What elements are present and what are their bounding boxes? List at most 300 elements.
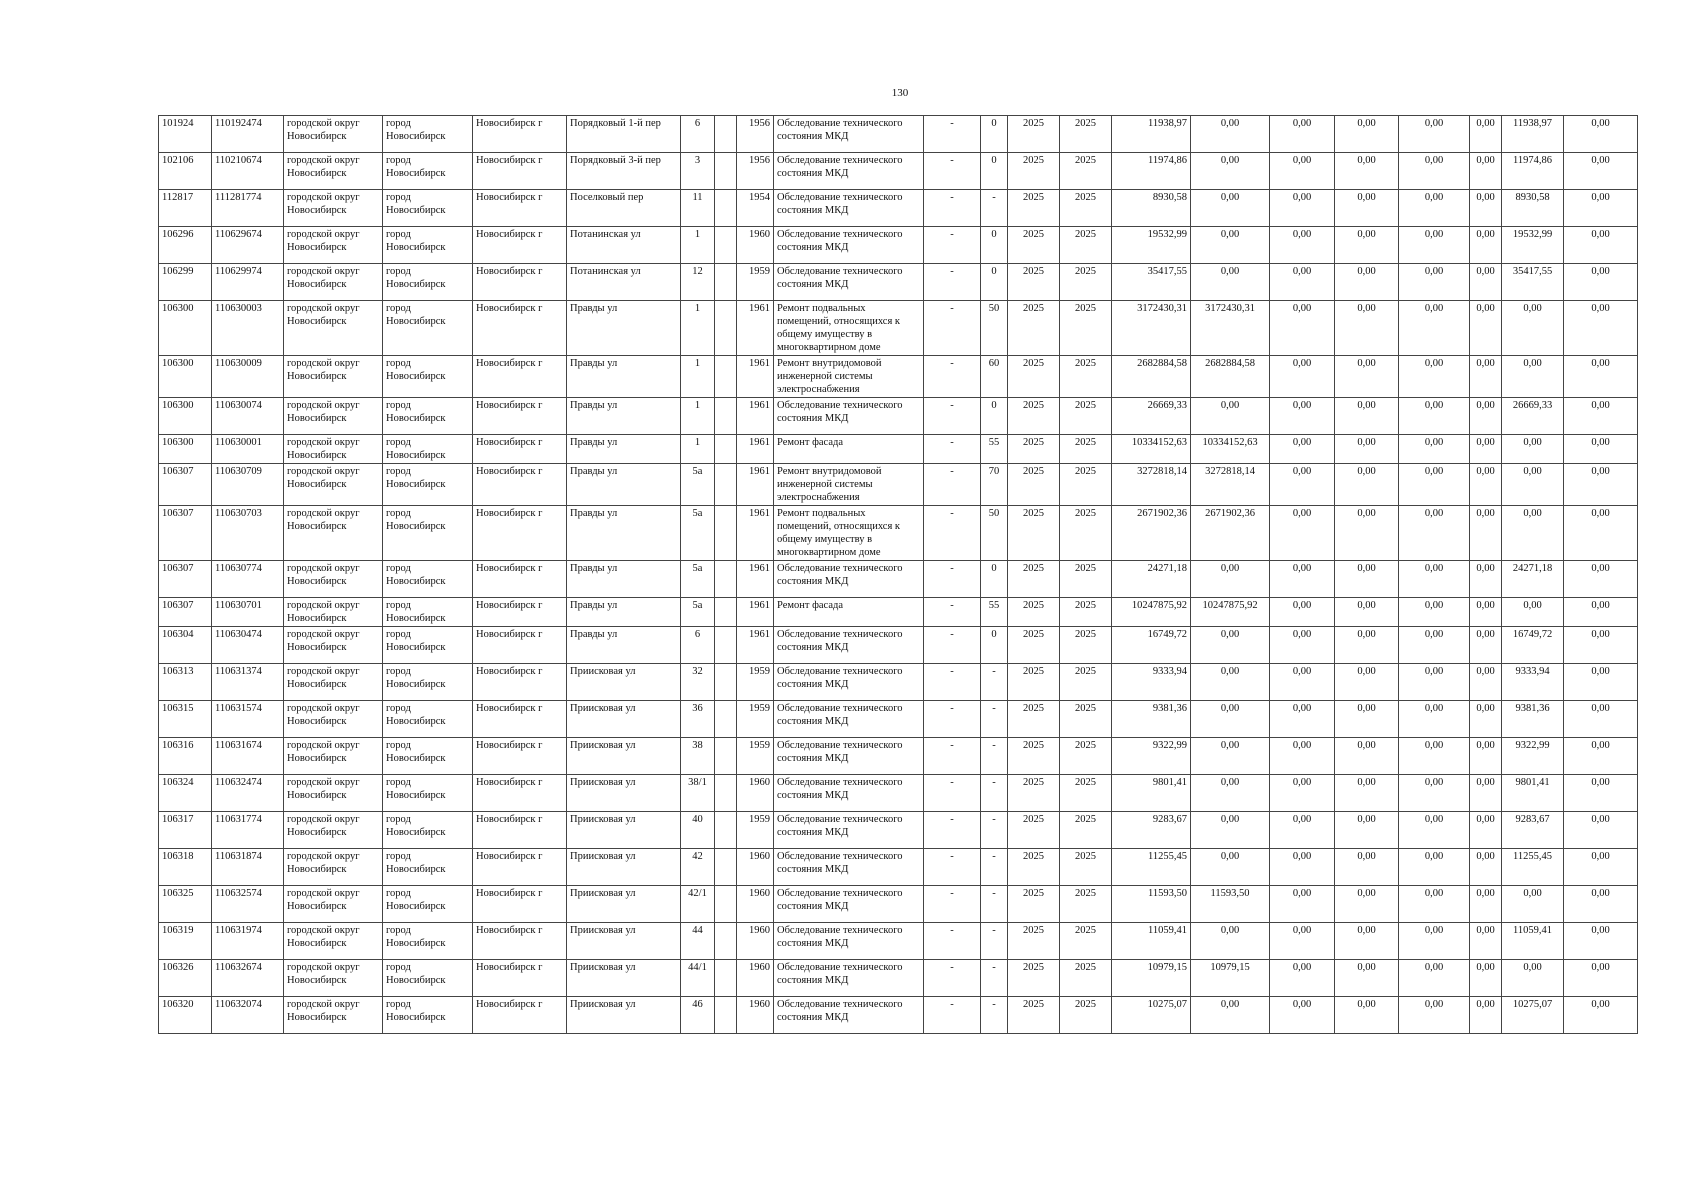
table-cell-code: 110631574 <box>212 701 284 738</box>
table-cell-work: Ремонт подвальных помещений, относящихся к общему имуществу в многоквартирном доме <box>774 506 924 561</box>
table-cell-corpus <box>715 464 737 506</box>
table-cell-house: 5а <box>681 598 715 627</box>
table-cell-c2: 0,00 <box>1270 301 1335 356</box>
table-cell-street: Правды ул <box>567 301 681 356</box>
table-cell-city: город Новосибирск <box>383 598 473 627</box>
table-cell-id: 106317 <box>159 812 212 849</box>
table-cell-work: Обследование технического состояния МКД <box>774 960 924 997</box>
table-cell-locality: Новосибирск г <box>473 264 567 301</box>
table-cell-house: 44 <box>681 923 715 960</box>
table-cell-percent: 0 <box>981 116 1008 153</box>
table-cell-c5: 0,00 <box>1470 701 1502 738</box>
table-cell-corpus <box>715 701 737 738</box>
table-cell-c2: 0,00 <box>1270 701 1335 738</box>
table-cell-c3: 0,00 <box>1335 701 1399 738</box>
table-cell-corpus <box>715 153 737 190</box>
table-cell-percent: 0 <box>981 561 1008 598</box>
table-cell-year: 1960 <box>737 960 774 997</box>
table-cell-c5: 0,00 <box>1470 923 1502 960</box>
table-cell-city: город Новосибирск <box>383 301 473 356</box>
table-cell-okrug: городской округ Новосибирск <box>284 886 383 923</box>
table-cell-year: 1960 <box>737 227 774 264</box>
table-cell-city: город Новосибирск <box>383 923 473 960</box>
table-cell-c6: 0,00 <box>1502 506 1564 561</box>
table-cell-street: Правды ул <box>567 561 681 598</box>
table-cell-street: Правды ул <box>567 356 681 398</box>
table-cell-city: город Новосибирск <box>383 435 473 464</box>
table-cell-house: 38 <box>681 738 715 775</box>
table-cell-year_from: 2025 <box>1008 775 1060 812</box>
table-cell-year_from: 2025 <box>1008 627 1060 664</box>
table-cell-c1: 10334152,63 <box>1191 435 1270 464</box>
table-cell-c1: 0,00 <box>1191 923 1270 960</box>
table-cell-c7: 0,00 <box>1564 561 1638 598</box>
table-cell-c1: 0,00 <box>1191 812 1270 849</box>
table-cell-c2: 0,00 <box>1270 923 1335 960</box>
table-cell-percent: 70 <box>981 464 1008 506</box>
table-cell-code: 110630701 <box>212 598 284 627</box>
table-row <box>159 464 1638 506</box>
table-cell-id: 106319 <box>159 923 212 960</box>
table-cell-house: 1 <box>681 435 715 464</box>
table-cell-c2: 0,00 <box>1270 849 1335 886</box>
table-cell-locality: Новосибирск г <box>473 561 567 598</box>
table-cell-city: город Новосибирск <box>383 886 473 923</box>
table-cell-c3: 0,00 <box>1335 664 1399 701</box>
table-cell-c2: 0,00 <box>1270 435 1335 464</box>
table-cell-street: Поселковый пер <box>567 190 681 227</box>
table-cell-c4: 0,00 <box>1399 738 1470 775</box>
table-cell-c6: 24271,18 <box>1502 561 1564 598</box>
table-cell-c5: 0,00 <box>1470 960 1502 997</box>
table-cell-percent: - <box>981 960 1008 997</box>
table-cell-c2: 0,00 <box>1270 738 1335 775</box>
table-cell-c4: 0,00 <box>1399 812 1470 849</box>
table-cell-city: город Новосибирск <box>383 116 473 153</box>
table-row <box>159 506 1638 561</box>
table-cell-corpus <box>715 886 737 923</box>
table-cell-id: 106300 <box>159 398 212 435</box>
table-cell-year: 1961 <box>737 506 774 561</box>
table-cell-okrug: городской округ Новосибирск <box>284 227 383 264</box>
table-cell-okrug: городской округ Новосибирск <box>284 190 383 227</box>
table-cell-c6: 9283,67 <box>1502 812 1564 849</box>
table-cell-c4: 0,00 <box>1399 923 1470 960</box>
table-cell-city: город Новосибирск <box>383 812 473 849</box>
table-cell-c2: 0,00 <box>1270 627 1335 664</box>
table-cell-total: 9333,94 <box>1112 664 1191 701</box>
table-cell-house: 38/1 <box>681 775 715 812</box>
table-cell-work: Ремонт внутридомовой инженерной системы электроснабжения <box>774 356 924 398</box>
table-cell-total: 10979,15 <box>1112 960 1191 997</box>
table-cell-total: 9801,41 <box>1112 775 1191 812</box>
table-cell-id: 106318 <box>159 849 212 886</box>
table-cell-total: 11938,97 <box>1112 116 1191 153</box>
table-cell-id: 106307 <box>159 598 212 627</box>
table-cell-locality: Новосибирск г <box>473 153 567 190</box>
table-cell-work: Обследование технического состояния МКД <box>774 264 924 301</box>
table-row <box>159 153 1638 190</box>
table-cell-year: 1959 <box>737 701 774 738</box>
table-cell-dash: - <box>924 435 981 464</box>
table-cell-c2: 0,00 <box>1270 598 1335 627</box>
table-cell-c5: 0,00 <box>1470 812 1502 849</box>
table-cell-code: 110632074 <box>212 997 284 1034</box>
table-cell-code: 110629974 <box>212 264 284 301</box>
table-cell-street: Приисковая ул <box>567 664 681 701</box>
table-cell-year_to: 2025 <box>1060 960 1112 997</box>
table-cell-year_from: 2025 <box>1008 886 1060 923</box>
table-cell-c3: 0,00 <box>1335 849 1399 886</box>
table-cell-okrug: городской округ Новосибирск <box>284 561 383 598</box>
table-cell-city: город Новосибирск <box>383 775 473 812</box>
table-cell-code: 110632574 <box>212 886 284 923</box>
table-cell-work: Обследование технического состояния МКД <box>774 997 924 1034</box>
table-cell-corpus <box>715 812 737 849</box>
table-cell-dash: - <box>924 997 981 1034</box>
table-cell-city: город Новосибирск <box>383 464 473 506</box>
table-cell-year: 1960 <box>737 775 774 812</box>
table-cell-corpus <box>715 775 737 812</box>
table-cell-c6: 9801,41 <box>1502 775 1564 812</box>
table-cell-okrug: городской округ Новосибирск <box>284 435 383 464</box>
table-cell-locality: Новосибирск г <box>473 775 567 812</box>
table-cell-okrug: городской округ Новосибирск <box>284 153 383 190</box>
table-cell-year_from: 2025 <box>1008 506 1060 561</box>
table-cell-code: 110630709 <box>212 464 284 506</box>
table-cell-c4: 0,00 <box>1399 264 1470 301</box>
table-cell-total: 24271,18 <box>1112 561 1191 598</box>
table-cell-id: 101924 <box>159 116 212 153</box>
table-cell-dash: - <box>924 464 981 506</box>
table-cell-okrug: городской округ Новосибирск <box>284 664 383 701</box>
table-cell-c7: 0,00 <box>1564 598 1638 627</box>
table-cell-code: 110631374 <box>212 664 284 701</box>
table-cell-street: Правды ул <box>567 398 681 435</box>
table-cell-c4: 0,00 <box>1399 960 1470 997</box>
table-cell-street: Правды ул <box>567 506 681 561</box>
table-cell-locality: Новосибирск г <box>473 960 567 997</box>
table-cell-total: 16749,72 <box>1112 627 1191 664</box>
table-cell-c2: 0,00 <box>1270 356 1335 398</box>
table-row <box>159 301 1638 356</box>
table-cell-c1: 0,00 <box>1191 701 1270 738</box>
table-cell-c7: 0,00 <box>1564 464 1638 506</box>
table-cell-c6: 9381,36 <box>1502 701 1564 738</box>
table-cell-c7: 0,00 <box>1564 264 1638 301</box>
table-cell-c5: 0,00 <box>1470 264 1502 301</box>
table-cell-c5: 0,00 <box>1470 116 1502 153</box>
table-cell-city: город Новосибирск <box>383 561 473 598</box>
table-cell-house: 44/1 <box>681 960 715 997</box>
table-cell-dash: - <box>924 627 981 664</box>
table-cell-corpus <box>715 301 737 356</box>
table-cell-year_to: 2025 <box>1060 738 1112 775</box>
table-cell-c7: 0,00 <box>1564 664 1638 701</box>
table-cell-dash: - <box>924 775 981 812</box>
table-cell-c3: 0,00 <box>1335 464 1399 506</box>
table-cell-code: 110632474 <box>212 775 284 812</box>
table-cell-total: 11255,45 <box>1112 849 1191 886</box>
table-cell-work: Обследование технического состояния МКД <box>774 886 924 923</box>
table-cell-street: Приисковая ул <box>567 812 681 849</box>
table-cell-c4: 0,00 <box>1399 301 1470 356</box>
table-cell-c5: 0,00 <box>1470 356 1502 398</box>
table-cell-c2: 0,00 <box>1270 506 1335 561</box>
table-cell-work: Обследование технического состояния МКД <box>774 398 924 435</box>
table-cell-percent: - <box>981 738 1008 775</box>
table-cell-year_to: 2025 <box>1060 435 1112 464</box>
table-cell-year: 1956 <box>737 116 774 153</box>
table-cell-year: 1961 <box>737 598 774 627</box>
table-cell-c1: 2682884,58 <box>1191 356 1270 398</box>
table-cell-code: 110631874 <box>212 849 284 886</box>
table-cell-okrug: городской округ Новосибирск <box>284 506 383 561</box>
table-cell-c4: 0,00 <box>1399 464 1470 506</box>
table-cell-c4: 0,00 <box>1399 227 1470 264</box>
table-cell-c2: 0,00 <box>1270 464 1335 506</box>
table-cell-year: 1960 <box>737 886 774 923</box>
table-cell-c3: 0,00 <box>1335 598 1399 627</box>
table-cell-city: город Новосибирск <box>383 664 473 701</box>
table-cell-city: город Новосибирск <box>383 849 473 886</box>
table-cell-percent: - <box>981 812 1008 849</box>
table-cell-year_to: 2025 <box>1060 506 1112 561</box>
table-cell-house: 1 <box>681 301 715 356</box>
table-cell-id: 106326 <box>159 960 212 997</box>
table-cell-year_from: 2025 <box>1008 227 1060 264</box>
table-row <box>159 923 1638 960</box>
table-cell-c2: 0,00 <box>1270 264 1335 301</box>
table-cell-c6: 0,00 <box>1502 301 1564 356</box>
table-cell-c5: 0,00 <box>1470 398 1502 435</box>
table-row <box>159 849 1638 886</box>
table-cell-work: Обследование технического состояния МКД <box>774 812 924 849</box>
table-cell-percent: 0 <box>981 264 1008 301</box>
table-cell-id: 106300 <box>159 435 212 464</box>
table-cell-city: город Новосибирск <box>383 356 473 398</box>
table-cell-street: Приисковая ул <box>567 923 681 960</box>
table-cell-c1: 0,00 <box>1191 398 1270 435</box>
table-cell-street: Приисковая ул <box>567 997 681 1034</box>
table-cell-id: 106307 <box>159 561 212 598</box>
table-cell-locality: Новосибирск г <box>473 356 567 398</box>
table-cell-dash: - <box>924 812 981 849</box>
table-cell-work: Обследование технического состояния МКД <box>774 849 924 886</box>
table-cell-okrug: городской округ Новосибирск <box>284 997 383 1034</box>
table-cell-street: Потанинская ул <box>567 264 681 301</box>
table-cell-c4: 0,00 <box>1399 561 1470 598</box>
table-cell-corpus <box>715 506 737 561</box>
table-cell-c2: 0,00 <box>1270 664 1335 701</box>
table-cell-year_from: 2025 <box>1008 301 1060 356</box>
table-row <box>159 264 1638 301</box>
table-cell-c6: 19532,99 <box>1502 227 1564 264</box>
table-cell-code: 110630074 <box>212 398 284 435</box>
table-cell-locality: Новосибирск г <box>473 506 567 561</box>
table-cell-dash: - <box>924 960 981 997</box>
table-cell-percent: - <box>981 701 1008 738</box>
table-cell-code: 110629674 <box>212 227 284 264</box>
table-cell-year_to: 2025 <box>1060 627 1112 664</box>
table-cell-c1: 0,00 <box>1191 227 1270 264</box>
table-cell-c1: 0,00 <box>1191 116 1270 153</box>
table-row <box>159 435 1638 464</box>
table-cell-year_from: 2025 <box>1008 598 1060 627</box>
table-cell-c5: 0,00 <box>1470 506 1502 561</box>
table-cell-city: город Новосибирск <box>383 190 473 227</box>
table-cell-c4: 0,00 <box>1399 116 1470 153</box>
table-cell-c3: 0,00 <box>1335 561 1399 598</box>
table-cell-locality: Новосибирск г <box>473 627 567 664</box>
table-cell-c3: 0,00 <box>1335 997 1399 1034</box>
table-cell-code: 110630001 <box>212 435 284 464</box>
table-cell-street: Порядковый 3-й пер <box>567 153 681 190</box>
table-cell-okrug: городской округ Новосибирск <box>284 356 383 398</box>
table-row <box>159 356 1638 398</box>
table-cell-year: 1960 <box>737 923 774 960</box>
table-cell-c6: 35417,55 <box>1502 264 1564 301</box>
table-cell-year_from: 2025 <box>1008 923 1060 960</box>
table-cell-year: 1961 <box>737 627 774 664</box>
table-cell-code: 110632674 <box>212 960 284 997</box>
table-cell-street: Правды ул <box>567 627 681 664</box>
table-cell-house: 1 <box>681 227 715 264</box>
table-cell-city: город Новосибирск <box>383 398 473 435</box>
table-cell-locality: Новосибирск г <box>473 398 567 435</box>
table-cell-house: 46 <box>681 997 715 1034</box>
table-cell-dash: - <box>924 886 981 923</box>
table-cell-c2: 0,00 <box>1270 960 1335 997</box>
table-cell-work: Обследование технического состояния МКД <box>774 775 924 812</box>
table-cell-locality: Новосибирск г <box>473 227 567 264</box>
table-cell-house: 36 <box>681 701 715 738</box>
table-cell-street: Порядковый 1-й пер <box>567 116 681 153</box>
table-row <box>159 701 1638 738</box>
table-cell-year: 1954 <box>737 190 774 227</box>
table-cell-okrug: городской округ Новосибирск <box>284 701 383 738</box>
table-cell-c5: 0,00 <box>1470 664 1502 701</box>
table-cell-id: 106307 <box>159 506 212 561</box>
table-cell-work: Обследование технического состояния МКД <box>774 227 924 264</box>
table-row <box>159 775 1638 812</box>
table-cell-c4: 0,00 <box>1399 190 1470 227</box>
table-cell-percent: 50 <box>981 506 1008 561</box>
table-cell-c1: 0,00 <box>1191 627 1270 664</box>
table-row <box>159 738 1638 775</box>
table-row <box>159 812 1638 849</box>
table-cell-c4: 0,00 <box>1399 153 1470 190</box>
table-cell-corpus <box>715 116 737 153</box>
table-cell-c7: 0,00 <box>1564 923 1638 960</box>
table-cell-code: 110631774 <box>212 812 284 849</box>
table-cell-c7: 0,00 <box>1564 116 1638 153</box>
table-cell-okrug: городской округ Новосибирск <box>284 464 383 506</box>
table-cell-code: 110631674 <box>212 738 284 775</box>
table-cell-dash: - <box>924 227 981 264</box>
table-cell-locality: Новосибирск г <box>473 849 567 886</box>
table-cell-c5: 0,00 <box>1470 598 1502 627</box>
table-cell-c4: 0,00 <box>1399 506 1470 561</box>
table-cell-year: 1956 <box>737 153 774 190</box>
table-cell-okrug: городской округ Новосибирск <box>284 301 383 356</box>
table-cell-c2: 0,00 <box>1270 153 1335 190</box>
table-cell-id: 106300 <box>159 301 212 356</box>
table-cell-city: город Новосибирск <box>383 738 473 775</box>
table-cell-c1: 11593,50 <box>1191 886 1270 923</box>
table-cell-year_from: 2025 <box>1008 356 1060 398</box>
table-cell-percent: 50 <box>981 301 1008 356</box>
table-cell-okrug: городской округ Новосибирск <box>284 598 383 627</box>
table-cell-total: 3272818,14 <box>1112 464 1191 506</box>
table-cell-year_from: 2025 <box>1008 561 1060 598</box>
table-cell-percent: 0 <box>981 153 1008 190</box>
table-cell-code: 110630009 <box>212 356 284 398</box>
table-cell-work: Обследование технического состояния МКД <box>774 190 924 227</box>
table-cell-c1: 0,00 <box>1191 153 1270 190</box>
table-cell-work: Обследование технического состояния МКД <box>774 153 924 190</box>
table-cell-c1: 0,00 <box>1191 190 1270 227</box>
table-cell-total: 11059,41 <box>1112 923 1191 960</box>
table-cell-c6: 10275,07 <box>1502 997 1564 1034</box>
table-cell-total: 10247875,92 <box>1112 598 1191 627</box>
table-cell-house: 11 <box>681 190 715 227</box>
table-cell-corpus <box>715 356 737 398</box>
table-cell-c5: 0,00 <box>1470 190 1502 227</box>
table-cell-percent: 55 <box>981 435 1008 464</box>
table-cell-work: Обследование технического состояния МКД <box>774 664 924 701</box>
table-cell-street: Приисковая ул <box>567 960 681 997</box>
table-cell-id: 106320 <box>159 997 212 1034</box>
table-cell-locality: Новосибирск г <box>473 598 567 627</box>
table-cell-street: Потанинская ул <box>567 227 681 264</box>
table-cell-c5: 0,00 <box>1470 153 1502 190</box>
table-cell-c3: 0,00 <box>1335 227 1399 264</box>
table-cell-house: 6 <box>681 627 715 664</box>
table-cell-year_from: 2025 <box>1008 738 1060 775</box>
table-cell-work: Обследование технического состояния МКД <box>774 923 924 960</box>
table-cell-c5: 0,00 <box>1470 464 1502 506</box>
table-cell-year_to: 2025 <box>1060 775 1112 812</box>
table-cell-c1: 2671902,36 <box>1191 506 1270 561</box>
table-cell-c5: 0,00 <box>1470 301 1502 356</box>
table-cell-year_to: 2025 <box>1060 561 1112 598</box>
table-cell-total: 19532,99 <box>1112 227 1191 264</box>
table-cell-c3: 0,00 <box>1335 435 1399 464</box>
table-cell-id: 106315 <box>159 701 212 738</box>
table-cell-locality: Новосибирск г <box>473 738 567 775</box>
table-cell-year_to: 2025 <box>1060 398 1112 435</box>
table-cell-c3: 0,00 <box>1335 960 1399 997</box>
table-cell-c4: 0,00 <box>1399 435 1470 464</box>
table-cell-corpus <box>715 664 737 701</box>
table-cell-percent: - <box>981 923 1008 960</box>
table-cell-house: 5а <box>681 561 715 598</box>
table-cell-year: 1961 <box>737 561 774 598</box>
table-cell-percent: - <box>981 886 1008 923</box>
table-cell-house: 12 <box>681 264 715 301</box>
table-cell-c5: 0,00 <box>1470 561 1502 598</box>
table-cell-okrug: городской округ Новосибирск <box>284 960 383 997</box>
table-cell-c7: 0,00 <box>1564 849 1638 886</box>
table-cell-total: 9322,99 <box>1112 738 1191 775</box>
table-cell-c1: 0,00 <box>1191 775 1270 812</box>
table-cell-year: 1961 <box>737 435 774 464</box>
table-cell-c7: 0,00 <box>1564 227 1638 264</box>
table-cell-c7: 0,00 <box>1564 738 1638 775</box>
table-cell-c1: 0,00 <box>1191 561 1270 598</box>
table-cell-percent: - <box>981 190 1008 227</box>
